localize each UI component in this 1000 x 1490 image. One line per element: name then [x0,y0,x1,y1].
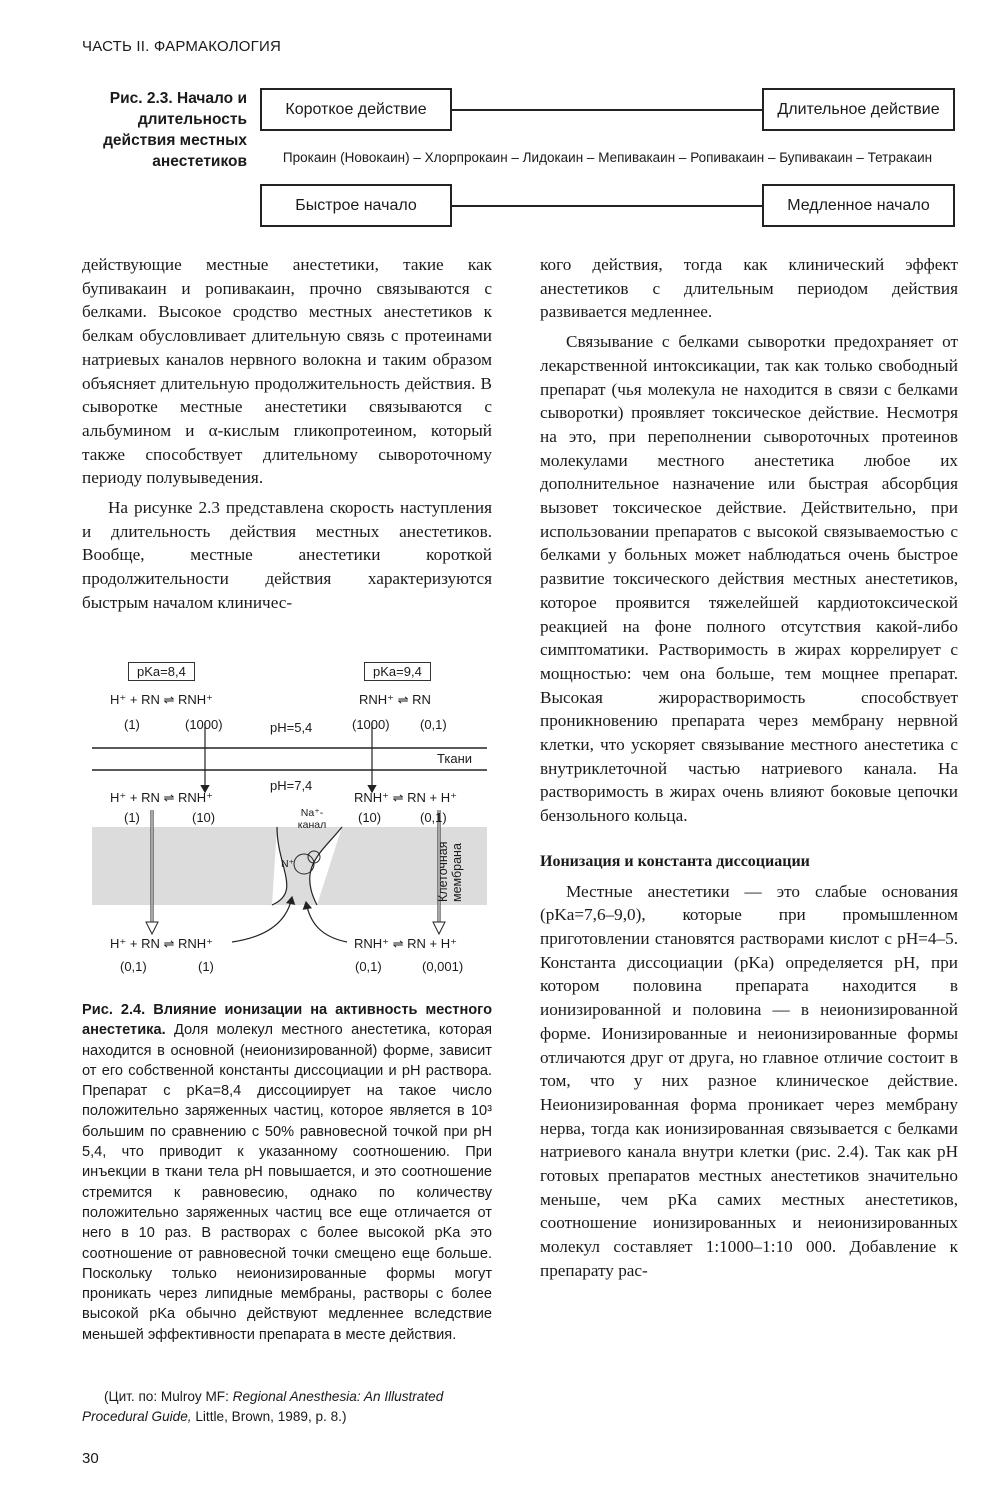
ratio-bottom-left-b: (1) [198,959,214,974]
arrow-left-membrane-head [146,922,158,934]
ph-top: pH=5,4 [270,720,313,735]
left-paragraph-2: На рисунке 2.3 представлена скорость наступления и длительность действия местных анестетиков. Вообще, местные анестетики короткой продолжительности действия характеризуются быстрым началом клиничес- [82,498,492,612]
figure-2-3 [255,84,960,234]
figure-2-4-caption [82,1000,492,1345]
citation-suffix: Little, Brown, 1989, p. 8.) [191,1408,347,1424]
pka-left-box [128,662,195,681]
ratio-top-right-a: (1000) [352,717,390,732]
eq-top-right: RNH⁺ ⇌ RN [359,692,431,707]
left-column-text [82,253,492,615]
ratio-mid-left-a: (1) [124,810,140,825]
figure-2-4-diagram [82,652,492,982]
figure-2-4-caption-title: Рис. 2.4. Влияние ионизации на активность местного анестетика. [82,1002,492,1039]
right-column-text [540,253,958,1283]
figure-2-4-citation [82,1387,492,1426]
eq-top-left: H⁺ + RN ⇌ RNH⁺ [110,692,213,707]
short-action-box: Короткое действие [260,88,452,131]
fast-onset-box: Быстрое начало [260,184,452,227]
figure-2-4-caption-body: Доля молекул местного анестетика, которая находится в основной (неионизированной) форме, зависит от его собственной константы диссоциации и pH раствора. Препарат с pKa=8,4 диссоциирует на такое число положительно заряженных частиц, которое является в 10³ большим по сравнению с 50% равновесной точкой при pH 5,4, что приводит к указанному соотношению. При инъекции в ткани тела pH повышается, и это соотношение стремится к равновесию, однако по количеству положительно заряженных частиц все еще отличается от него в 10 раз. В растворах с более высокой pKa это соотношение от равновесной точки смещено еще больше. Поскольку только неионизированные формы могут проникать через липидные мембраны, растворы с более высокой pKa обычно действуют медленнее вследствие меньшей эффективности препарата в месте действия. [82,1022,492,1343]
eq-mid-right: RNH⁺ ⇌ RN + H⁺ [354,790,457,805]
right-paragraph-3: Местные анестетики — это слабые основания (pKa=7,6–9,0), которые при промышленном приготовлении становятся растворами кислот с pH=4–5. Константа диссоциации (pKa) определяется pH, при котором половина препарата находится в ионизированной и половина — в неионизированной форме. Ионизированные и неионизированные формы отличаются друг от друга, но главное отличие состоит в том, что у них разное клиническое действие. Неионизированная форма проникает через мембрану нерва, тогда как ионизированная связывается с белками натриевого канала внутри клетки (рис. 2.4). Так как pH готовых препаратов местных анестетиков значительно меньше, чем pKa самих местных анестетиков, соотношение ионизированных и неионизированных молекул составляет 1:1000–1:10 000. Добавление к препарату рас- [540,881,958,1280]
bottom-connector-line [452,205,762,207]
right-paragraph-1: кого действия, тогда как клинический эффект анестетиков с длительным периодом действия развивается медленнее. [540,255,958,322]
ratio-bottom-right-a: (0,1) [355,959,382,974]
section-heading: Ионизация и константа диссоциации [540,852,810,870]
eq-bottom-left: H⁺ + RN ⇌ RNH⁺ [110,936,213,951]
ratio-top-right-b: (0,1) [420,717,447,732]
ratio-bottom-right-b: (0,001) [422,959,464,974]
arrow-curve-right [306,902,347,942]
ratio-top-left-a: (1) [124,717,140,732]
ph-mid: pH=7,4 [270,778,313,793]
running-head: ЧАСТЬ II. ФАРМАКОЛОГИЯ [82,38,281,55]
tissue-label: Ткани [437,751,473,766]
citation-title: Regional Anesthesia: An Illustrated Procedural Guide, [82,1389,444,1424]
ratio-top-left-b: (1000) [185,717,223,732]
ratio-mid-right-b: (0,1) [420,810,447,825]
eq-bottom-right: RNH⁺ ⇌ RN + H⁺ [354,936,457,951]
top-connector-line [452,109,762,111]
figure-2-3-caption: Рис. 2.3. Начало и длительность действия местных анестетиков [103,90,247,170]
page-number: 30 [82,1450,99,1467]
citation-prefix: (Цит. по: Mulroy MF: [104,1389,233,1404]
ratio-mid-left-b: (10) [192,810,216,825]
ratio-mid-right-a: (10) [358,810,382,825]
ratio-bottom-left-a: (0,1) [120,959,147,974]
na-channel-label: Na⁺-канал [297,807,327,831]
drug-sequence: Прокаин (Новокаин) – Хлорпрокаин – Лидокаин – Мепивакаин – Ропивакаин – Бупивакаин – Тетракаин [282,150,933,165]
slow-onset-box: Медленное начало [762,184,955,227]
channel-ion-label: N⁺ [281,858,295,870]
membrane-label: Клеточная мембрана [436,841,464,902]
long-action-box: Длительное действие [762,88,955,131]
pka-left-label: pKa=8,4 [137,664,186,679]
left-paragraph-1: действующие местные анестетики, такие как бупивакаин и ропивакаин, прочно связываются с белками. Высокое сродство местных анестетиков к белкам обусловливает длительную связь с протеинами натриевых каналов нервного волокна и таким образом объясняет длительную продолжительность действия. В сыворотке местные анестетики связываются с альбумином и α-кислым гликопротеином, который также способствует длительному сывороточному периоду полувыведения. [82,255,492,488]
eq-mid-left: H⁺ + RN ⇌ RNH⁺ [110,790,213,805]
pka-right-box [364,662,431,681]
arrow-right-membrane-head [433,922,445,934]
right-paragraph-2: Связывание с белками сыворотки предохраняет от лекарственной интоксикации, так как только свободный препарат (чья молекула не находится в связи с белками сыворотки) проявляет токсическое действие. Несмотря на это, при переполнении сывороточных протеинов молекулами местного анестетика любое их дополнительное назначение или быстрая абсорбция вызовет токсическое действие. Действительно, при использовании препаратов с высокой связываемостью с белками у больных может наблюдаться очень быстрое развитие токсического действия местных анестетиков, которое проявится тяжелейшей кардиотоксической реакцией на фоне полного отсутствия какой-либо симптоматики. Растворимость в жирах коррелирует с мощностью: чем она больше, тем мощнее препарат. Высокая жирорастворимость способствует проникновению препарата через мембрану нервной клетки, что ускоряет связывание местного анестетика с внутриклеточной частью натриевого канала. На растворимость в жирах очень влияют боковые цепочки бензольного кольца. [540,332,958,826]
pka-right-label: pKa=9,4 [373,664,422,679]
